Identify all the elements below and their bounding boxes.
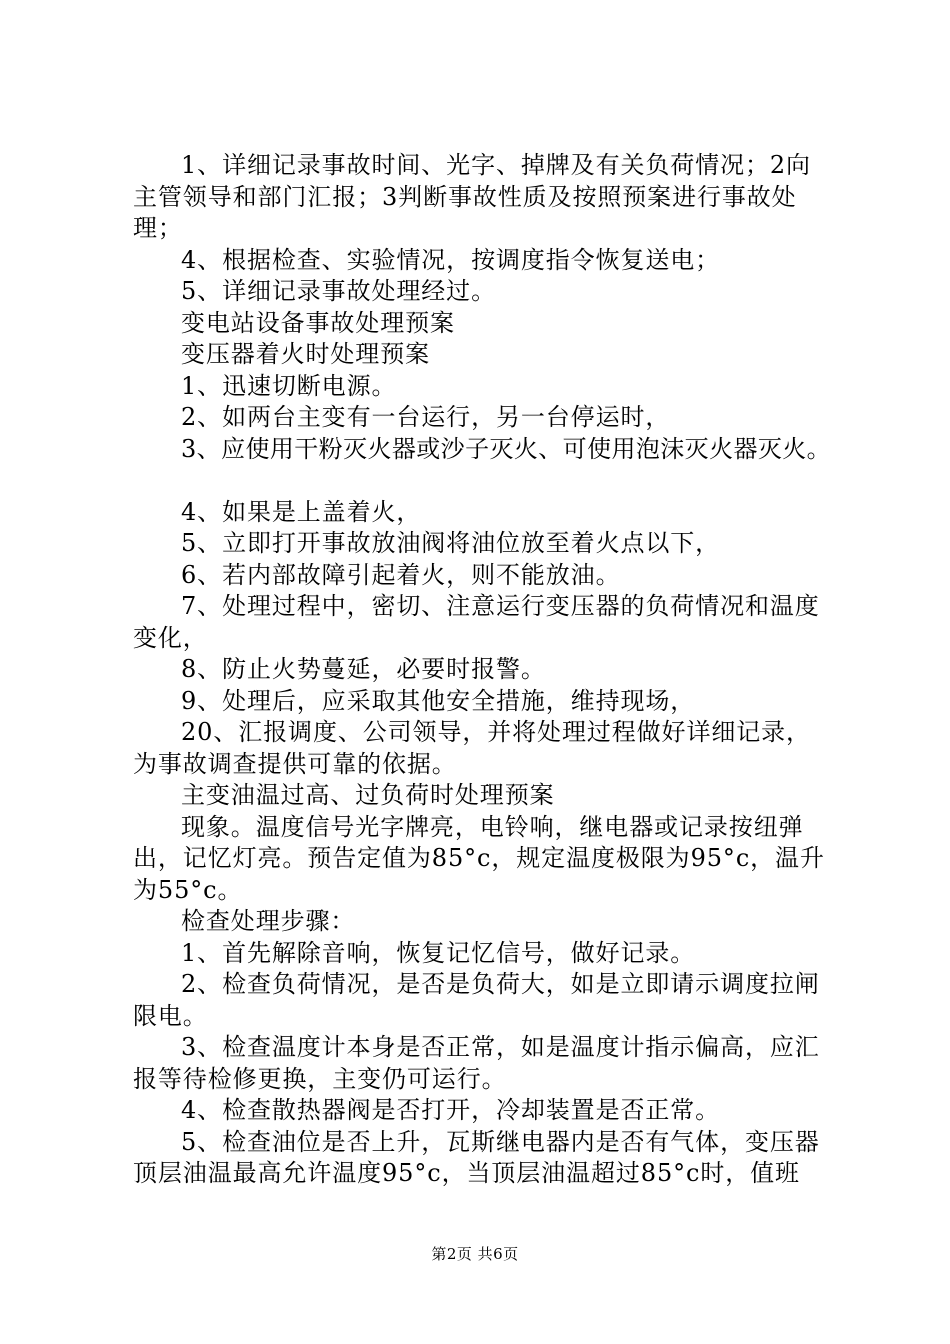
paragraph: 8、防止火势蔓延，必要时报警。 xyxy=(181,655,546,683)
paragraph: 4、根据检查、实验情况，按调度指令恢复送电； xyxy=(181,245,721,274)
paragraph: 现象。温度信号光字牌亮，电铃响，继电器或记录按纽弹出，记忆灯亮。预告定值为85°c，规定温度极限为95°c，温升为55°c。 xyxy=(133,812,825,904)
paragraph: 1、迅速切断电源。 xyxy=(181,371,397,400)
paragraph: 1、首先解除音响，恢复记忆信号，做好记录。 xyxy=(181,938,696,967)
section-heading: 变电站设备事故处理预案 xyxy=(181,308,455,337)
paragraph: 7、处理过程中，密切、注意运行变压器的负荷情况和温度变化， xyxy=(133,592,820,652)
blank-line xyxy=(133,465,833,497)
paragraph: 5、立即打开事故放油阀将油位放至着火点以下， xyxy=(181,529,721,557)
paragraph: 4、检查散热器阀是否打开，冷却装置是否正常。 xyxy=(181,1096,721,1124)
paragraph: 2、检查负荷情况，是否是负荷大，如是立即请示调度拉闸限电。 xyxy=(133,970,820,1030)
paragraph: 检查处理步骤： xyxy=(181,907,356,935)
paragraph: 3、检查温度计本身是否正常，如是温度计指示偏高，应汇报等待检修更换，主变仍可运行。 xyxy=(133,1033,820,1093)
paragraph: 5、详细记录事故处理经过。 xyxy=(181,277,496,305)
page-number-footer: 第2页 共6页 xyxy=(431,1245,519,1263)
paragraph: 9、处理后，应采取其他安全措施，维持现场， xyxy=(181,686,696,715)
paragraph: 3、应使用干粉灭火器或沙子灭火、可使用泡沫灭火器灭火。 xyxy=(181,434,832,463)
section-heading: 主变油温过高、过负荷时处理预案 xyxy=(181,781,555,809)
section-heading: 变压器着火时处理预案 xyxy=(181,340,430,368)
paragraph: 20、汇报调度、公司领导，并将处理过程做好详细记录，为事故调查提供可靠的依据。 xyxy=(133,718,811,778)
paragraph: 1、详细记录事故时间、光字、掉牌及有关负荷情况；2向主管领导和部门汇报；3判断事故性质及按照预案进行事故处理； xyxy=(133,151,811,242)
paragraph: 4、如果是上盖着火， xyxy=(181,497,422,526)
paragraph: 2、如两台主变有一台运行，另一台停运时， xyxy=(181,403,671,431)
paragraph: 6、若内部故障引起着火，则不能放油。 xyxy=(181,560,621,589)
document-body xyxy=(133,150,833,1190)
paragraph: 5、检查油位是否上升，瓦斯继电器内是否有气体，变压器顶层油温最高允许温度95°c，当顶层油温超过85°c时，值班 xyxy=(133,1127,820,1187)
